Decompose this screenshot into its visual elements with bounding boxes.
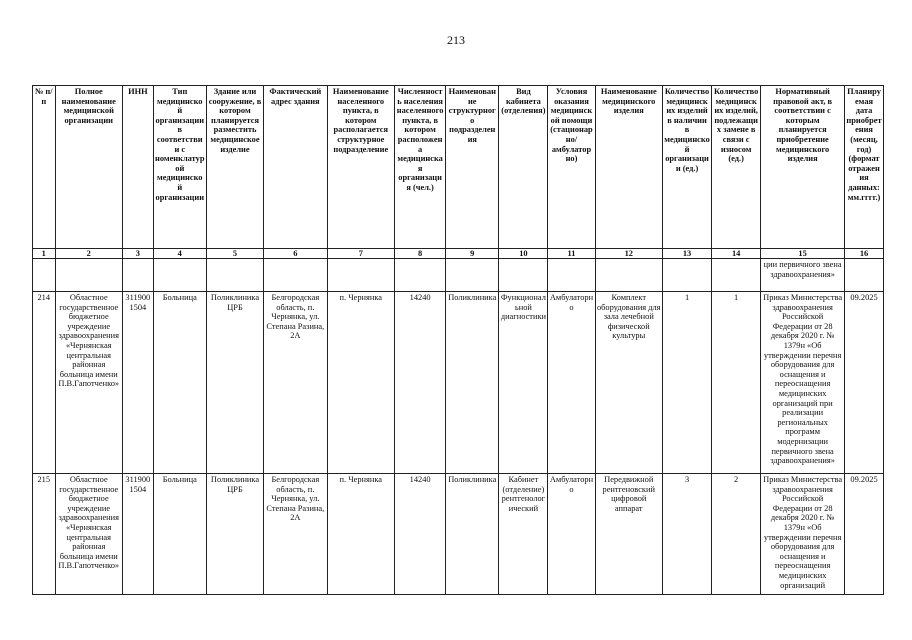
- cell-unit: Поликлиника: [446, 474, 499, 595]
- column-number: 13: [663, 249, 712, 259]
- header-row: [33, 86, 884, 249]
- column-number: 16: [845, 249, 884, 259]
- column-number: 14: [712, 249, 761, 259]
- cell-building: Поликлиника ЦРБ: [206, 474, 263, 595]
- cell-org: Областное государственное бюджетное учреждение здравоохранения «Чернянская центральная районная больница имени П.В.Гапотченко»: [55, 474, 123, 595]
- cell-type: Больница: [153, 474, 206, 595]
- cell-address: Белгородская область, п. Чернянка, ул. Степана Разина, 2А: [264, 474, 327, 595]
- column-number: 9: [446, 249, 499, 259]
- header-cell: Наименование медицинского изделия: [595, 86, 663, 249]
- continuation-text: ции первичного звена здравоохранения»: [761, 259, 845, 292]
- header-cell: Количество медицинских изделий в наличии в медицинской организации (ед.): [663, 86, 712, 249]
- cell-act: Приказ Министерства здравоохранения Российской Федерации от 28 декабря 2020 г. № 1379н «Об утверждении перечня оборудования для оснащения и переоснащения медицинских организаций: [761, 474, 845, 595]
- cell-type: Больница: [153, 292, 206, 474]
- column-number: 10: [499, 249, 548, 259]
- header-cell: Количество медицинских изделий, подлежащих замене в связи с износом (ед.): [712, 86, 761, 249]
- cell-address: Белгородская область, п. Чернянка, ул. Степана Разина, 2А: [264, 292, 327, 474]
- column-number: 12: [595, 249, 663, 259]
- cell-inn: 3119001504: [123, 292, 154, 474]
- column-number: 6: [264, 249, 327, 259]
- header-cell: Численность населения населенного пункта, в котором расположена медицинская организация (чел.): [395, 86, 446, 249]
- header-cell: Нормативный правовой акт, в соответствии с которым планируется приобретение медицинского изделия: [761, 86, 845, 249]
- header-cell: Планируемая дата приобретения (месяц, год) (формат отражения данных: мм.гггг.): [845, 86, 884, 249]
- header-cell: ИНН: [123, 86, 154, 249]
- cell-locality: п. Чернянка: [327, 292, 395, 474]
- cell-qty-have: 3: [663, 474, 712, 595]
- header-cell: Фактический адрес здания: [264, 86, 327, 249]
- cell-unit: Поликлиника: [446, 292, 499, 474]
- header-cell: Условия оказания медицинской помощи (стационарно/амбулаторно): [548, 86, 595, 249]
- column-number: 2: [55, 249, 123, 259]
- header-cell: Полное наименование медицинской организации: [55, 86, 123, 249]
- header-cell: Вид кабинета (отделения): [499, 86, 548, 249]
- cell-date: 09.2025: [845, 292, 884, 474]
- cell-conditions: Амбулаторно: [548, 474, 595, 595]
- cell-num: 214: [33, 292, 56, 474]
- column-number: 11: [548, 249, 595, 259]
- cell-cabinet: Кабинет (отделение) рентгенологический: [499, 474, 548, 595]
- cell-org: Областное государственное бюджетное учреждение здравоохранения «Чернянская центральная районная больница имени П.В.Гапотченко»: [55, 292, 123, 474]
- table-row: [33, 474, 884, 595]
- header-cell: Здание или сооружение, в котором планируется разместить медицинское изделие: [206, 86, 263, 249]
- cell-qty-replace: 1: [712, 292, 761, 474]
- continuation-row: [33, 259, 884, 292]
- cell-num: 215: [33, 474, 56, 595]
- column-number: 3: [123, 249, 154, 259]
- header-cell: Наименование структурного подразделения: [446, 86, 499, 249]
- column-number-row: [33, 249, 884, 259]
- column-number: 8: [395, 249, 446, 259]
- cell-device: Комплект оборудования для зала лечебной физической культуры: [595, 292, 663, 474]
- cell-inn: 3119001504: [123, 474, 154, 595]
- column-number: 4: [153, 249, 206, 259]
- cell-locality: п. Чернянка: [327, 474, 395, 595]
- page-number: 213: [447, 33, 465, 47]
- cell-cabinet: Функциональной диагностики: [499, 292, 548, 474]
- cell-conditions: Амбулаторно: [548, 292, 595, 474]
- column-number: 5: [206, 249, 263, 259]
- cell-building: Поликлиника ЦРБ: [206, 292, 263, 474]
- cell-qty-have: 1: [663, 292, 712, 474]
- cell-date: 09.2025: [845, 474, 884, 595]
- cell-device: Передвижной рентгеновский цифровой аппарат: [595, 474, 663, 595]
- equipment-table: [32, 85, 884, 595]
- cell-qty-replace: 2: [712, 474, 761, 595]
- header-cell: Наименование населенного пункта, в котором располагается структурное подразделение: [327, 86, 395, 249]
- cell-population: 14240: [395, 474, 446, 595]
- column-number: 7: [327, 249, 395, 259]
- column-number: 15: [761, 249, 845, 259]
- column-number: 1: [33, 249, 56, 259]
- table-row: [33, 292, 884, 474]
- header-cell: Тип медицинской организации в соответствии с номенклатурой медицинской организации: [153, 86, 206, 249]
- cell-act: Приказ Министерства здравоохранения Российской Федерации от 28 декабря 2020 г. № 1379н «Об утверждении перечня оборудования для оснащения и переоснащения медицинских организаций при реализации региональных программ модернизации первичного звена здравоохранения»: [761, 292, 845, 474]
- cell-population: 14240: [395, 292, 446, 474]
- header-cell: № п/п: [33, 86, 56, 249]
